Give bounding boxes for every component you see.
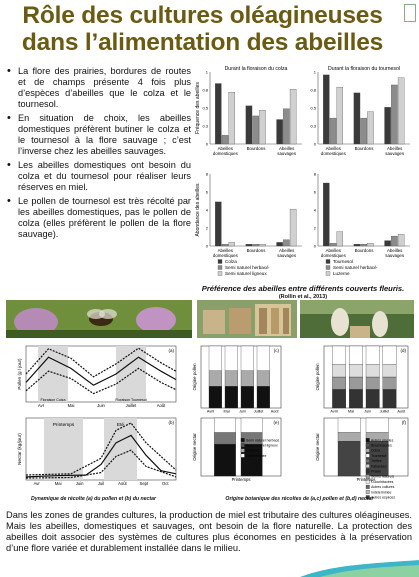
- harvest-dynamics-caption: Dynamique de récolte (a) du pollen et (b) du nectar: [30, 496, 157, 502]
- stack-segment: [257, 346, 270, 371]
- figure-citation: (Rollin et al., 2013): [278, 294, 328, 300]
- legend-swatch: [366, 449, 370, 453]
- tick-label: 0.5: [202, 105, 208, 111]
- legend-entry: Indéterminée: [246, 453, 267, 458]
- conclusion-paragraph: Dans les zones de grandes cultures, la production de miel est tributaire des cultures oléagineuses. Mais les abeilles, domestiques et sauvages, ont besoin de la flore naturelle. La protection des abeilles doit associer des systèmes de cultures plus économes en pesticides à la préservation d’une flore variée et durablement installée dans le milieu.: [6, 510, 412, 553]
- month-label: Mai: [223, 409, 230, 414]
- season-label: Eté: [116, 423, 125, 428]
- stack-segment: [332, 377, 345, 389]
- bar: [354, 93, 360, 144]
- stack-segment: [225, 371, 238, 387]
- y-axis-label: Origine pollen: [315, 363, 320, 391]
- y-axis-label: Origine nectar: [192, 433, 197, 461]
- panel-tag: (f): [401, 420, 406, 425]
- stack-segment: [366, 389, 379, 408]
- chart-title: Durant la floraison du colza: [224, 66, 288, 72]
- legend-swatch: [366, 485, 370, 489]
- season-axis-label: Printemps: [231, 477, 251, 482]
- stack-segment: [241, 418, 262, 433]
- stack-segment: [383, 389, 396, 408]
- category-label: domestiques: [320, 151, 346, 156]
- bullet-item: • En situation de choix, les abeilles domestiques préfèrent butiner le colza et le tournesol à la flore sauvage ; c’est l’inverse chez les abeilles sauvages.: [6, 113, 191, 157]
- legend-swatch: [366, 444, 370, 448]
- legend-entry: Tournesol: [333, 259, 353, 264]
- y-axis-label: Origine pollen: [192, 363, 197, 391]
- bar: [290, 89, 296, 144]
- category-label: Abeilles: [386, 146, 403, 151]
- month-label: Juillet: [379, 409, 390, 414]
- legend-entry: Cucurbitacées: [371, 479, 394, 484]
- tick-label: 0: [313, 141, 316, 147]
- month-label: Juin: [239, 409, 247, 414]
- stack-segment: [338, 418, 360, 433]
- legend-swatch: [241, 444, 245, 448]
- tick-label: 6: [313, 189, 316, 195]
- tick-label: 6: [205, 189, 208, 195]
- bar: [337, 87, 343, 144]
- month-label: Août: [270, 409, 279, 414]
- y-axis-label: Fréquence des abeilles: [195, 82, 201, 134]
- bar: [253, 244, 259, 246]
- stack-segment: [225, 346, 238, 371]
- bar: [222, 244, 228, 246]
- month-label: Juil: [97, 481, 105, 486]
- chart-title: Durant la floraison du tournesol: [327, 66, 401, 72]
- tick-label: 8: [205, 171, 208, 177]
- bar: [361, 118, 367, 144]
- month-label: Août: [156, 403, 166, 408]
- harvest-figures: [6, 338, 414, 503]
- category-label: Abeilles: [278, 248, 295, 253]
- bar: [215, 84, 221, 144]
- tick-label: 4: [313, 207, 316, 213]
- stack-segment: [349, 346, 362, 365]
- stack-segment: [241, 386, 254, 408]
- legend-swatch: [366, 454, 370, 458]
- beekeepers-photo: [300, 300, 414, 338]
- month-label: Avr: [37, 403, 45, 408]
- y-axis-label: Origine nectar: [315, 433, 320, 461]
- bar: [222, 135, 228, 144]
- legend-swatch: [326, 266, 330, 270]
- category-label: sauvages: [385, 151, 405, 156]
- stack-segment: [366, 365, 379, 377]
- category-label: Bourdons: [246, 146, 266, 151]
- tick-label: 8: [313, 171, 316, 177]
- legend-entry: Semis naturels: [371, 474, 395, 479]
- bar: [398, 234, 404, 246]
- bar: [330, 243, 336, 246]
- stack-segment: [366, 377, 379, 389]
- month-label: Août: [118, 481, 127, 486]
- month-label: Oct: [162, 481, 169, 486]
- legend-swatch: [241, 449, 245, 453]
- y-axis-label: Nectar (kg/jour): [17, 433, 22, 465]
- bar: [246, 106, 252, 144]
- legend-entry: Tournesol: [371, 453, 387, 458]
- logo-icon: [404, 4, 416, 22]
- bar: [290, 209, 296, 246]
- season-label: Floraison Tournesol: [115, 398, 147, 402]
- month-label: Août: [397, 409, 406, 414]
- y-axis-label: Pollen (g / jour): [17, 358, 22, 390]
- legend-swatch: [366, 464, 370, 468]
- season-label: Printemps: [52, 423, 75, 428]
- stack-segment: [349, 389, 362, 408]
- legend-entry: Autres espèces: [371, 495, 396, 500]
- bar: [361, 244, 367, 246]
- bar: [277, 120, 283, 144]
- category-label: domestiques: [320, 253, 346, 258]
- legend-swatch: [218, 260, 222, 264]
- harvest-figures-svg: [6, 338, 414, 503]
- legend-entry: Prairie: [371, 469, 382, 474]
- bar: [337, 232, 343, 246]
- stack-segment: [383, 365, 396, 377]
- legend-entry: Trèfles: [371, 459, 382, 464]
- category-label: Abeilles: [217, 248, 234, 253]
- month-label: Juin: [364, 409, 372, 414]
- category-label: Abeilles: [278, 146, 295, 151]
- legend-swatch: [366, 470, 370, 474]
- tick-label: 4: [205, 207, 208, 213]
- tick-label: 0.8: [202, 87, 208, 93]
- category-label: Bourdons: [354, 146, 374, 151]
- legend-entry: Brassicacées: [371, 443, 392, 448]
- tick-label: 0: [313, 243, 316, 249]
- bar: [385, 241, 391, 246]
- stack-segment: [257, 386, 270, 408]
- month-label: Juin: [97, 403, 105, 408]
- bar: [259, 244, 265, 246]
- stack-segment: [225, 386, 238, 408]
- legend-entry: Colza: [225, 259, 237, 264]
- category-label: Bourdons: [354, 248, 374, 253]
- stack-segment: [383, 346, 396, 365]
- decorative-wave: [300, 560, 419, 577]
- tick-label: 0.8: [310, 87, 316, 93]
- bar: [283, 109, 289, 144]
- bar: [253, 116, 259, 144]
- stack-segment: [366, 346, 379, 365]
- legend-entry: Semi naturel herbacé: [246, 438, 280, 443]
- bee-on-clover-photo: [6, 300, 192, 338]
- botanical-origin-caption: Origine botanique des récoltes de (a,c) pollen et (b,d) nectar: [225, 496, 374, 502]
- category-label: domestiques: [212, 253, 238, 258]
- legend-swatch: [218, 266, 222, 270]
- category-label: sauvages: [385, 253, 405, 258]
- panel-tag: (b): [168, 420, 174, 425]
- bar: [323, 75, 329, 144]
- bar: [398, 78, 404, 144]
- tick-label: 2: [313, 225, 316, 231]
- month-label: Avr: [33, 481, 40, 486]
- legend-swatch: [218, 272, 222, 276]
- beehives-photo: [197, 300, 297, 338]
- tick-label: 0.3: [202, 123, 208, 129]
- stack-segment: [349, 365, 362, 377]
- legend-entry: Semi naturel ligneux: [246, 443, 278, 448]
- panel-tag: (c): [273, 348, 279, 353]
- figure-caption: Préférence des abeilles entre différents couverts fleuris.: [201, 284, 405, 293]
- stack-segment: [332, 365, 345, 377]
- bar: [246, 244, 252, 246]
- legend-swatch: [241, 438, 245, 442]
- legend-swatch: [241, 454, 245, 458]
- stack-segment: [366, 418, 388, 433]
- stack-segment: [332, 346, 345, 365]
- category-label: Abeilles: [386, 248, 403, 253]
- tick-label: 0: [205, 141, 208, 147]
- month-label: Sept: [139, 481, 149, 486]
- tick-label: 0.3: [310, 123, 316, 129]
- stack-segment: [214, 418, 235, 433]
- tick-label: 1: [313, 69, 316, 75]
- bar: [330, 118, 336, 144]
- legend-swatch: [366, 490, 370, 494]
- tick-label: 0.5: [310, 105, 316, 111]
- season-band: [38, 346, 68, 402]
- legend-swatch: [366, 459, 370, 463]
- legend-entry: Autres cultures: [371, 485, 395, 490]
- bar: [229, 242, 235, 246]
- stack-segment: [383, 377, 396, 389]
- stack-segment: [209, 386, 222, 408]
- legend-entry: Semi naturel herbacé: [333, 265, 377, 270]
- bar: [259, 110, 265, 144]
- month-label: Juillet: [253, 409, 264, 414]
- panel-tag: (a): [168, 348, 174, 353]
- stack-segment: [209, 346, 222, 371]
- legend-entry: Indéterminée: [371, 490, 392, 495]
- month-label: Juin: [75, 481, 84, 486]
- panel-tag: (e): [273, 420, 279, 425]
- bullet-list: [6, 66, 191, 243]
- bar: [323, 183, 329, 246]
- legend-entry: Colza: [371, 448, 380, 453]
- stack-segment: [349, 377, 362, 389]
- legend-entry: Autres plantes: [371, 438, 394, 443]
- title-line-1: Rôle des cultures oléagineuses: [22, 2, 383, 29]
- page-title: [0, 2, 405, 56]
- tick-label: 2: [205, 225, 208, 231]
- bar: [391, 236, 397, 246]
- legend-entry: Semi naturel herbacé: [225, 265, 269, 270]
- stack-segment: [338, 441, 360, 476]
- month-label: Mai: [347, 409, 354, 414]
- bar: [354, 244, 360, 246]
- stack-segment: [214, 444, 235, 476]
- season-axis-label: Printemps: [356, 477, 376, 482]
- stack-segment: [241, 371, 254, 387]
- legend-swatch: [326, 272, 330, 276]
- stack-segment: [332, 389, 345, 408]
- month-label: Mai: [67, 403, 75, 408]
- bar: [215, 202, 221, 246]
- category-label: Abeilles: [325, 146, 342, 151]
- month-label: Juillet: [125, 403, 137, 408]
- legend-entry: Fabacées: [371, 464, 387, 469]
- title-line-2: dans l’alimentation des abeilles: [21, 29, 384, 56]
- bar: [391, 85, 397, 144]
- legend-swatch: [326, 260, 330, 264]
- legend-entry: Semi naturel ligneux: [225, 271, 267, 276]
- legend-swatch: [366, 438, 370, 442]
- bullet-item: • La flore des prairies, bordures de routes et de champs présente 4 fois plus d’espèces d’abeilles que le colza et le tournesol.: [6, 66, 191, 110]
- stack-segment: [257, 371, 270, 387]
- y-axis-label: Abondance des abeilles: [195, 183, 201, 237]
- month-label: Mai: [54, 481, 62, 486]
- panel-tag: (d): [400, 348, 406, 353]
- bar: [229, 92, 235, 144]
- bar: [367, 112, 373, 144]
- bar-charts-svg: [192, 62, 414, 277]
- legend-entry: Cultures: [246, 448, 260, 453]
- category-label: Abeilles: [325, 248, 342, 253]
- bar: [385, 107, 391, 144]
- bar: [367, 243, 373, 246]
- stack-segment: [214, 433, 235, 445]
- category-label: sauvages: [277, 151, 297, 156]
- stack-segment: [209, 371, 222, 387]
- tick-label: 1: [205, 69, 208, 75]
- month-label: Avril: [330, 409, 338, 414]
- season-label: Floraison Colza: [40, 398, 66, 402]
- stack-segment: [338, 433, 360, 442]
- stack-segment: [241, 346, 254, 371]
- category-label: Bourdons: [246, 248, 266, 253]
- category-label: Abeilles: [217, 146, 234, 151]
- bee-preference-charts: [192, 62, 414, 277]
- tick-label: 0: [205, 243, 208, 249]
- bullet-item: • Les abeilles domestiques ont besoin du colza et du tournesol pour réaliser leurs réserves en miel.: [6, 160, 191, 193]
- month-label: Avril: [206, 409, 215, 414]
- category-label: sauvages: [277, 253, 297, 258]
- bar: [277, 242, 283, 246]
- bullet-item: • Le pollen de tournesol est très récolté par les abeilles domestiques, pas le pollen de colza (elles préfèrent le pollen de la flore sauvage).: [6, 196, 191, 240]
- bar: [283, 240, 289, 246]
- legend-entry: Luzerne: [333, 271, 350, 276]
- category-label: domestiques: [212, 151, 238, 156]
